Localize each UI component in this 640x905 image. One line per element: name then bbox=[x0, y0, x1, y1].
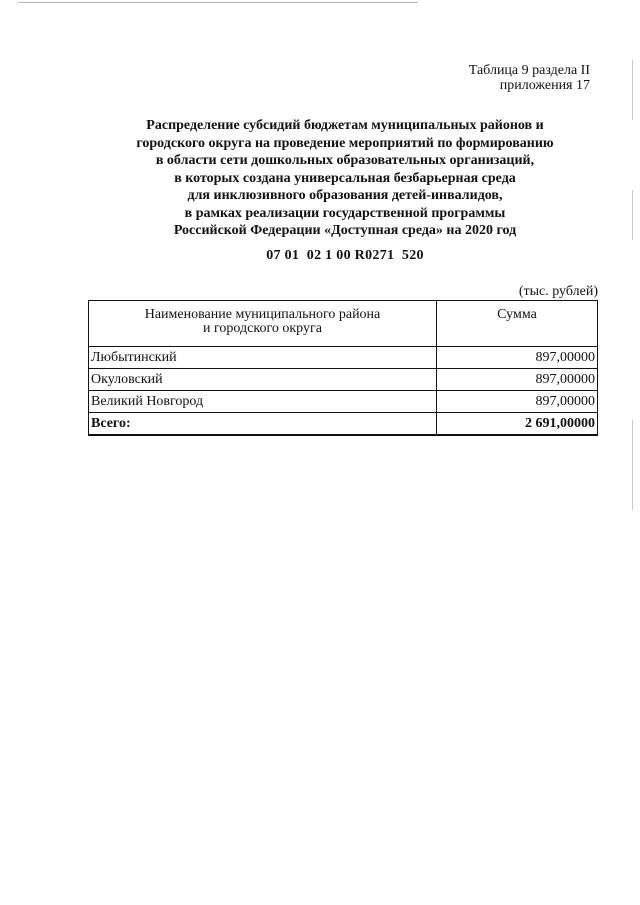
table-row bbox=[89, 391, 598, 413]
title-line: Российской Федерации «Доступная среда» на 2020 год bbox=[173, 223, 517, 238]
title-line: Распределение субсидий бюджетам муниципальных районов и bbox=[146, 118, 544, 133]
budget-classification-code: 07 01 02 1 00 R0271 520 bbox=[266, 248, 424, 263]
total-amount: 2 691,00000 bbox=[437, 413, 598, 436]
column-header-amount: Сумма bbox=[437, 301, 598, 347]
district-name: Любытинский bbox=[89, 347, 437, 369]
document-title bbox=[90, 117, 600, 240]
subsidy-amount: 897,00000 bbox=[437, 369, 598, 391]
district-name: Окуловский bbox=[89, 369, 437, 391]
scan-edge-mark bbox=[632, 420, 633, 510]
title-line: для инклюзивного образования детей-инвалидов, bbox=[187, 188, 503, 203]
table-header-row bbox=[89, 301, 598, 347]
title-line: городского округа на проведение мероприятий по формированию bbox=[136, 135, 554, 151]
district-name: Великий Новгород bbox=[89, 391, 437, 413]
scan-edge-mark bbox=[632, 190, 633, 240]
scan-artifact-line bbox=[18, 2, 418, 3]
subsidy-amount: 897,00000 bbox=[437, 347, 598, 369]
total-label: Всего: bbox=[89, 413, 437, 436]
subsidy-amount: 897,00000 bbox=[437, 391, 598, 413]
table-reference bbox=[469, 63, 590, 93]
table-row bbox=[89, 347, 598, 369]
title-line: в рамках реализации государственной программы bbox=[184, 205, 506, 221]
table-reference-line: приложения 17 bbox=[499, 78, 590, 93]
units-label: (тыс. рублей) bbox=[518, 284, 598, 299]
table-total-row bbox=[89, 413, 598, 436]
subsidies-table bbox=[88, 300, 598, 436]
table-reference-line: Таблица 9 раздела II bbox=[468, 63, 590, 78]
table-row bbox=[89, 369, 598, 391]
title-line: в области сети дошкольных образовательных организаций, bbox=[155, 153, 535, 168]
column-header-name: Наименование муниципального района и городского округа bbox=[89, 301, 437, 347]
scan-edge-mark bbox=[632, 60, 633, 120]
title-line: в которых создана универсальная безбарьерная среда bbox=[174, 170, 516, 186]
